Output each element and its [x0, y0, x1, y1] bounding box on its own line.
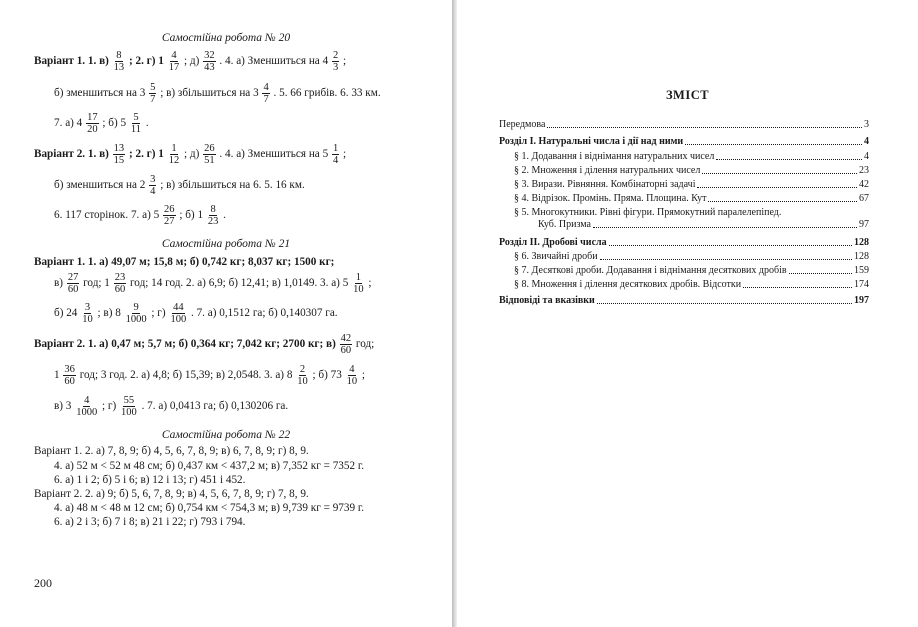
- fraction: $\frac{8}{23}$: [207, 204, 219, 227]
- toc-entry[interactable]: Відповіді та вказівки 197: [499, 295, 869, 306]
- left-page: [0, 0, 452, 627]
- page-number: 200: [34, 576, 52, 590]
- fraction: $\frac{36}{60}$: [64, 364, 75, 387]
- answer-line: 1 $\frac{36}{60}$ год; 3 год. 2. а) 4,8; б) 15,39; в) 2,0548. 3. а) 8 $\frac{2}{10}$ ; б) 73 $\frac{4}{10}$ ;: [54, 364, 366, 387]
- fraction: $\frac{4}{1000}$: [76, 395, 98, 418]
- answer-line: 4. а) 52 м < 52 м 48 см; б) 0,437 км < 437,2 м; в) 7,352 кг = 7352 г.: [54, 460, 364, 472]
- answer-line: Варіант 2. 1. а) 0,47 м; 5,7 м; б) 0,364 кг; 7,042 кг; 2700 кг; в) $\frac{42}{60}$ год;: [34, 333, 375, 356]
- fraction: $\frac{9}{1000}$: [125, 302, 147, 325]
- fraction: $\frac{5}{11}$: [130, 112, 142, 135]
- answer-line: Варіант 2. 1. в) $\frac{13}{15}$ ; 2. г) 1 $\frac{1}{12}$ ; д) $\frac{26}{51}$ . 4. а) Зменшиться на 5 $\frac{1}{4}$ ;: [34, 143, 347, 166]
- fraction: $\frac{5}{7}$: [150, 82, 156, 105]
- fraction: $\frac{3}{10}$: [82, 302, 93, 325]
- answer-line: б) зменшиться на 3 $\frac{5}{7}$ ; в) збільшиться на 3 $\frac{4}{7}$ . 5. 66 грибів. 6. 33 км.: [54, 82, 381, 105]
- fraction: $\frac{26}{51}$: [204, 143, 215, 166]
- fraction: $\frac{27}{60}$: [67, 272, 79, 295]
- fraction: $\frac{1}{4}$: [332, 143, 339, 166]
- toc-entry[interactable]: § 4. Відрізок. Промінь. Пряма. Площина. Кут 67: [514, 193, 869, 204]
- fraction: $\frac{4}{7}$: [263, 82, 269, 105]
- fraction: $\frac{23}{60}$: [114, 272, 126, 295]
- answer-line: Варіант 2. 2. а) 9; б) 5, 6, 7, 8, 9; в) 4, 5, 6, 7, 8, 9; г) 7, 8, 9.: [34, 488, 309, 500]
- answer-line: б) зменшиться на 2 $\frac{3}{4}$ ; в) збільшиться на 6. 5. 16 км.: [54, 174, 305, 197]
- section-heading: Самостійна робота № 20: [161, 32, 291, 44]
- fraction: $\frac{2}{3}$: [332, 50, 339, 73]
- fraction: $\frac{1}{12}$: [168, 143, 180, 166]
- toc-entry[interactable]: § 2. Множення і ділення натуральних чисел 23: [514, 165, 869, 176]
- toc-entry[interactable]: Розділ І. Натуральні числа і дії над ними 4: [499, 136, 869, 147]
- fraction: $\frac{1}{10}$: [353, 272, 364, 295]
- toc-entry[interactable]: § 7. Десяткові дроби. Додавання і віднімання десяткових дробів 159: [514, 265, 869, 276]
- toc-entry[interactable]: Розділ ІІ. Дробові числа 128: [499, 237, 869, 248]
- answer-line: 4. а) 48 м < 48 м 12 см; б) 0,754 км < 754,3 м; в) 9,739 кг = 9739 г.: [54, 502, 364, 514]
- fraction: $\frac{44}{100}$: [170, 302, 187, 325]
- section-heading: Самостійна робота № 21: [161, 238, 291, 250]
- answer-line: Варіант 1. 1. в) $\frac{8}{13}$ ; 2. г) 1 $\frac{4}{17}$ ; д) $\frac{32}{43}$ . 4. а) Зменшиться на 4 $\frac{2}{3}$ ;: [34, 50, 347, 73]
- fraction: $\frac{55}{100}$: [121, 395, 137, 418]
- toc-entry[interactable]: § 3. Вирази. Рівняння. Комбінаторні задачі 42: [514, 179, 869, 190]
- fraction: $\frac{4}{10}$: [346, 364, 358, 387]
- fraction: $\frac{3}{4}$: [150, 174, 156, 197]
- answer-line: 7. а) 4 $\frac{17}{20}$ ; б) 5 $\frac{5}{11}$ .: [54, 112, 149, 135]
- answer-line: Варіант 1. 2. а) 7, 8, 9; б) 4, 5, 6, 7, 8, 9; в) 6, 7, 8, 9; г) 8, 9.: [34, 445, 309, 457]
- answer-line: 6. а) 1 і 2; б) 5 і 6; в) 12 і 13; г) 451 і 452.: [54, 474, 246, 486]
- toc-entry[interactable]: § 1. Додавання і віднімання натуральних чисел 4: [514, 151, 869, 162]
- section-heading: Самостійна робота № 22: [161, 429, 291, 441]
- toc-title: ЗМІСТ: [665, 88, 710, 102]
- right-page: [457, 0, 918, 627]
- fraction: $\frac{13}{15}$: [113, 143, 125, 166]
- fraction: $\frac{17}{20}$: [87, 112, 98, 135]
- answer-line: б) 24 $\frac{3}{10}$ ; в) 8 $\frac{9}{1000}$ ; г) $\frac{44}{100}$ . 7. а) 0,1512 га; б) 0,140307 га.: [54, 302, 338, 325]
- toc-entry[interactable]: § 5. Многокутники. Рівні фігури. Прямокутний паралелепіпед.: [514, 207, 782, 218]
- toc-entry[interactable]: Передмова 3: [499, 119, 869, 130]
- answer-line: Варіант 1. 1. а) 49,07 м; 15,8 м; б) 0,742 кг; 8,037 кг; 1500 кг;: [34, 256, 335, 268]
- fraction: $\frac{32}{43}$: [204, 50, 215, 73]
- answer-line: в) $\frac{27}{60}$ год; 1 $\frac{23}{60}$ год; 14 год. 2. а) 6,9; б) 12,41; в) 1,0149. 3. а) 5 $\frac{1}{10}$ ;: [54, 272, 372, 295]
- fraction: $\frac{2}{10}$: [297, 364, 308, 387]
- answer-line: в) 3 $\frac{4}{1000}$ ; г) $\frac{55}{100}$ . 7. а) 0,0413 га; б) 0,130206 га.: [54, 395, 289, 418]
- answer-line: 6. а) 2 і 3; б) 7 і 8; в) 21 і 22; г) 793 і 794.: [54, 516, 246, 528]
- toc-entry[interactable]: § 6. Звичайні дроби 128: [514, 251, 869, 262]
- fraction: $\frac{8}{13}$: [113, 50, 125, 73]
- toc-entry[interactable]: § 8. Множення і ділення десяткових дробів. Відсотки 174: [514, 279, 869, 290]
- fraction: $\frac{42}{60}$: [340, 333, 352, 356]
- fraction: $\frac{26}{27}$: [164, 204, 175, 227]
- answer-line: 6. 117 сторінок. 7. а) 5 $\frac{26}{27}$ ; б) 1 $\frac{8}{23}$ .: [54, 204, 226, 227]
- toc-entry[interactable]: Куб. Призма 97: [538, 219, 869, 230]
- fraction: $\frac{4}{17}$: [168, 50, 180, 73]
